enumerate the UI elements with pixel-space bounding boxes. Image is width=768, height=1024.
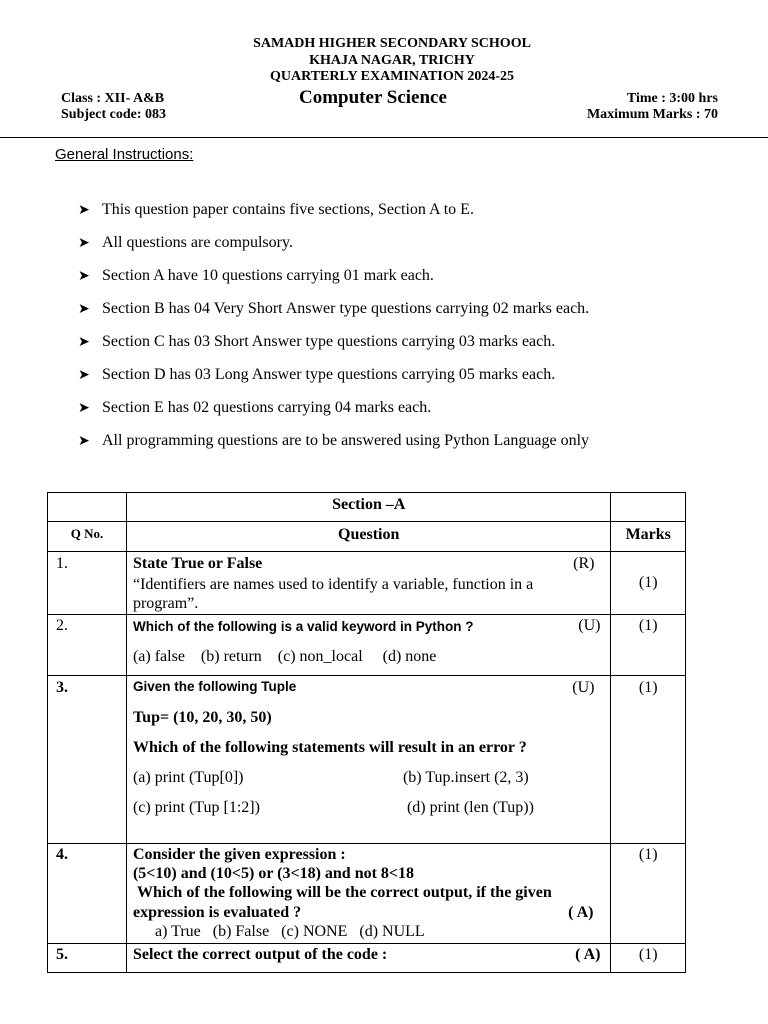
- arrow-bullet-icon: ➤: [78, 302, 90, 317]
- arrow-bullet-icon: ➤: [78, 203, 90, 218]
- question-tag: (R): [573, 555, 595, 572]
- arrow-bullet-icon: ➤: [78, 335, 90, 350]
- time-label: Time : 3:00 hrs: [626, 91, 718, 106]
- question-options: (a) false (b) return (c) non_local (d) none: [132, 648, 437, 665]
- instructions-title: General Instructions:: [55, 146, 194, 163]
- instruction-item: ➤ All questions are compulsory.: [78, 233, 589, 266]
- arrow-bullet-icon: ➤: [78, 401, 90, 416]
- table-row: [48, 552, 686, 615]
- instruction-item: ➤ This question paper contains five sections, Section A to E.: [78, 200, 589, 233]
- tuple-definition: Tup= (10, 20, 30, 50): [132, 709, 272, 726]
- subject-title: Computer Science: [299, 87, 447, 108]
- instruction-item: ➤ Section E has 02 questions carrying 04 marks each.: [78, 398, 589, 431]
- qno-header: Q No.: [48, 522, 127, 552]
- instruction-item: ➤ Section B has 04 Very Short Answer type questions carrying 02 marks each.: [78, 299, 589, 332]
- arrow-bullet-icon: ➤: [78, 236, 90, 251]
- option-c: (c) print (Tup [1:2]): [132, 799, 260, 816]
- question-number: 4.: [48, 844, 127, 944]
- question-text: program”.: [132, 595, 199, 612]
- question-marks: (1): [611, 676, 686, 844]
- question-text: Which of the following will be the correct output, if the given: [136, 884, 552, 901]
- question-text: Consider the given expression :: [132, 846, 346, 863]
- class-label: Class : XII- A&B: [61, 91, 165, 106]
- question-text: expression is evaluated ?: [132, 904, 302, 921]
- school-name: SAMADH HIGHER SECONDARY SCHOOL: [253, 36, 531, 51]
- subject-code: Subject code: 083: [61, 107, 166, 122]
- table-row: [48, 944, 686, 973]
- question-table: [47, 492, 686, 973]
- marks-header: Marks: [611, 522, 686, 552]
- question-text: “Identifiers are names used to identify a variable, function in a: [132, 576, 534, 593]
- option-d: (d) print (len (Tup)): [406, 799, 534, 816]
- option-b: (b) Tup.insert (2, 3): [402, 769, 529, 786]
- table-row: [48, 676, 686, 844]
- school-address: KHAJA NAGAR, TRICHY: [309, 53, 475, 68]
- instruction-item: ➤ Section C has 03 Short Answer type questions carrying 03 marks each.: [78, 332, 589, 365]
- table-row: [48, 844, 686, 944]
- table-row: [48, 615, 686, 676]
- question-tag: ( A): [575, 946, 601, 963]
- question-title: Given the following Tuple: [132, 679, 297, 694]
- question-marks: (1): [611, 944, 686, 973]
- section-header-row: [48, 493, 686, 522]
- arrow-bullet-icon: ➤: [78, 269, 90, 284]
- question-text: Which of the following statements will result in an error ?: [132, 739, 527, 756]
- arrow-bullet-icon: ➤: [78, 368, 90, 383]
- section-title: Section –A: [126, 493, 611, 522]
- instructions-list: [78, 200, 589, 464]
- question-number: 1.: [48, 552, 127, 615]
- question-tag: (U): [572, 679, 595, 696]
- arrow-bullet-icon: ➤: [78, 434, 90, 449]
- question-marks: (1): [611, 615, 686, 676]
- question-tag: ( A): [568, 904, 594, 921]
- question-header: Question: [126, 522, 611, 552]
- question-title: Select the correct output of the code :: [132, 946, 388, 963]
- question-title: Which of the following is a valid keyword in Python ?: [132, 619, 474, 634]
- instruction-item: ➤ Section A have 10 questions carrying 01 mark each.: [78, 266, 589, 299]
- question-number: 2.: [48, 615, 127, 676]
- option-a: (a) print (Tup[0]): [132, 769, 244, 786]
- question-title: State True or False: [132, 555, 263, 572]
- question-number: 3.: [48, 676, 127, 844]
- max-marks: Maximum Marks : 70: [586, 107, 718, 122]
- column-header-row: [48, 522, 686, 552]
- instruction-item: ➤ Section D has 03 Long Answer type questions carrying 05 marks each.: [78, 365, 589, 398]
- header-divider: [0, 137, 768, 138]
- question-marks: (1): [611, 552, 686, 615]
- question-marks: (1): [611, 844, 686, 944]
- instruction-item: ➤ All programming questions are to be answered using Python Language only: [78, 431, 589, 464]
- question-tag: (U): [578, 617, 601, 634]
- question-options: a) True (b) False (c) NONE (d) NULL: [154, 923, 425, 940]
- exam-title: QUARTERLY EXAMINATION 2024-25: [269, 69, 514, 84]
- expression: (5<10) and (10<5) or (3<18) and not 8<18: [132, 865, 415, 882]
- question-number: 5.: [48, 944, 127, 973]
